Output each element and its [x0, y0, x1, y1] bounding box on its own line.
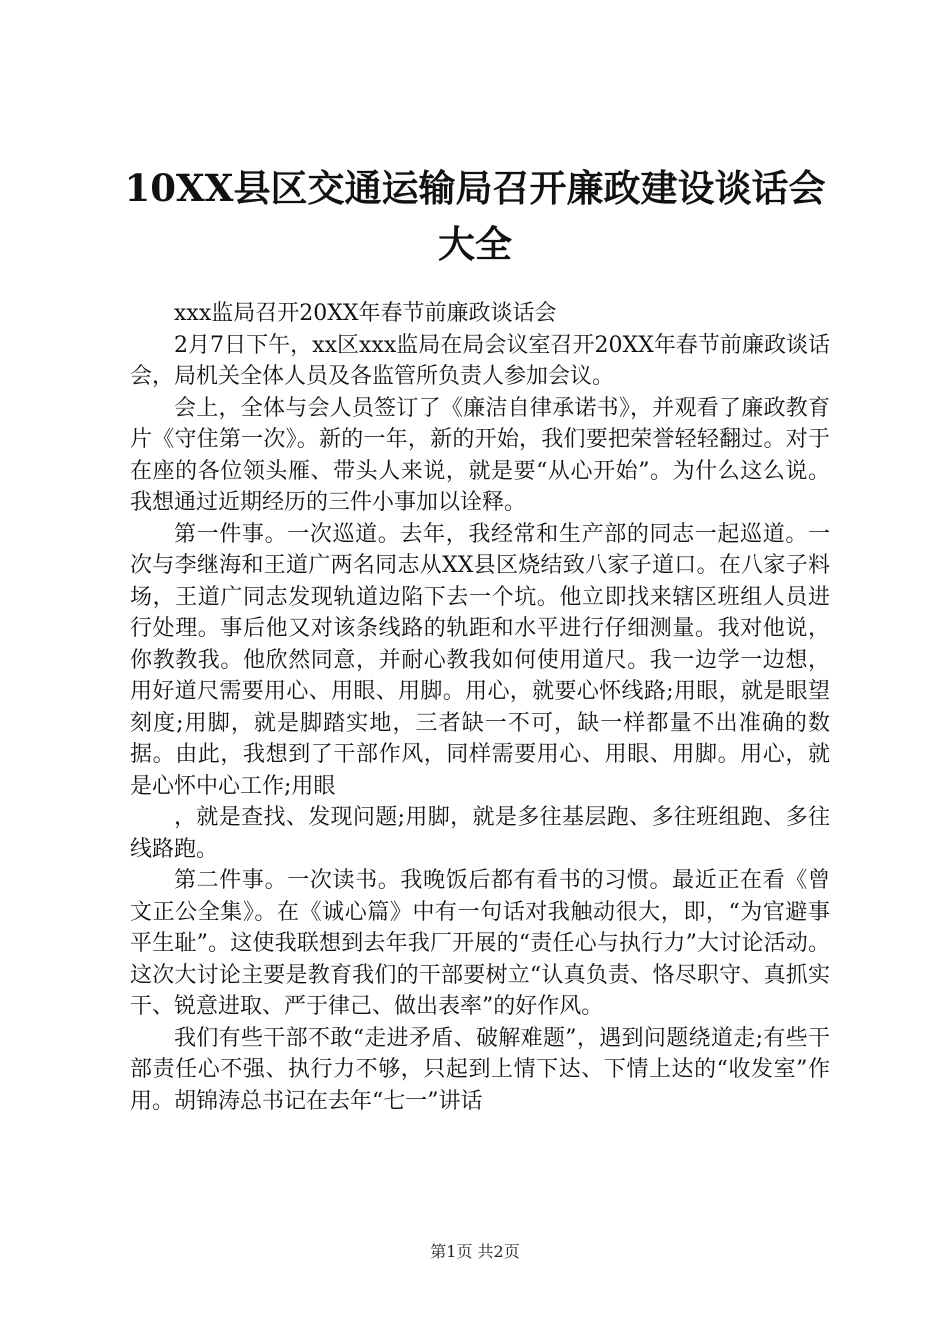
- page-number-footer: 第1页 共2页: [430, 1242, 520, 1261]
- document-body: [130, 298, 830, 1117]
- document-title: 10XX县区交通运输局召开廉政建设谈话会大全: [124, 166, 826, 266]
- paragraph: 会上，全体与会人员签订了《廉洁自律承诺书》，并观看了廉政教育片《守住第一次》。新的一年，新的开始，我们要把荣誉轻轻翻过。对于在座的各位领头雁、带头人来说，就是要“从心开始”。为什么这么说。我想通过近期经历的三件小事加以诠释。: [130, 395, 830, 515]
- paragraph: ，就是查找、发现问题;用脚，就是多往基层跑、多往班组跑、多往线路跑。: [130, 805, 830, 862]
- paragraph: 2月7日下午，xx区xxx监局在局会议室召开20XX年春节前廉政谈话会，局机关全体人员及各监管所负责人参加会议。: [130, 332, 830, 389]
- paragraph: 第二件事。一次读书。我晚饭后都有看书的习惯。最近正在看《曾文正公全集》。在《诚心篇》中有一句话对我触动很大，即，“为官避事平生耻”。这使我联想到去年我厂开展的“责任心与执行力”大讨论活动。这次大讨论主要是教育我们的干部要树立“认真负责、恪尽职守、真抓实干、锐意进取、严于律己、做出表率”的好作风。: [130, 868, 830, 1019]
- paragraph: 第一件事。一次巡道。去年，我经常和生产部的同志一起巡道。一次与李继海和王道广两名同志从XX县区烧结致八家子道口。在八家子料场，王道广同志发现轨道边陷下去一个坑。他立即找来辖区班组人员进行处理。事后他又对该条线路的轨距和水平进行仔细测量。我对他说，你教教我。他欣然同意，并耐心教我如何使用道尺。我一边学一边想，用好道尺需要用心、用眼、用脚。用心，就要心怀线路;用眼，就是眼望刻度;用脚，就是脚踏实地，三者缺一不可，缺一样都量不出准确的数据。由此，我想到了干部作风，同样需要用心、用眼、用脚。用心，就是心怀中心工作;用眼: [130, 521, 830, 799]
- paragraph-subtitle: xxx监局召开20XX年春节前廉政谈话会: [174, 301, 557, 326]
- paragraph: 我们有些干部不敢“走进矛盾、破解难题”，遇到问题绕道走;有些干部责任心不强、执行力不够，只起到上情下达、下情上达的“收发室”作用。胡锦涛总书记在去年“七一”讲话: [130, 1025, 830, 1114]
